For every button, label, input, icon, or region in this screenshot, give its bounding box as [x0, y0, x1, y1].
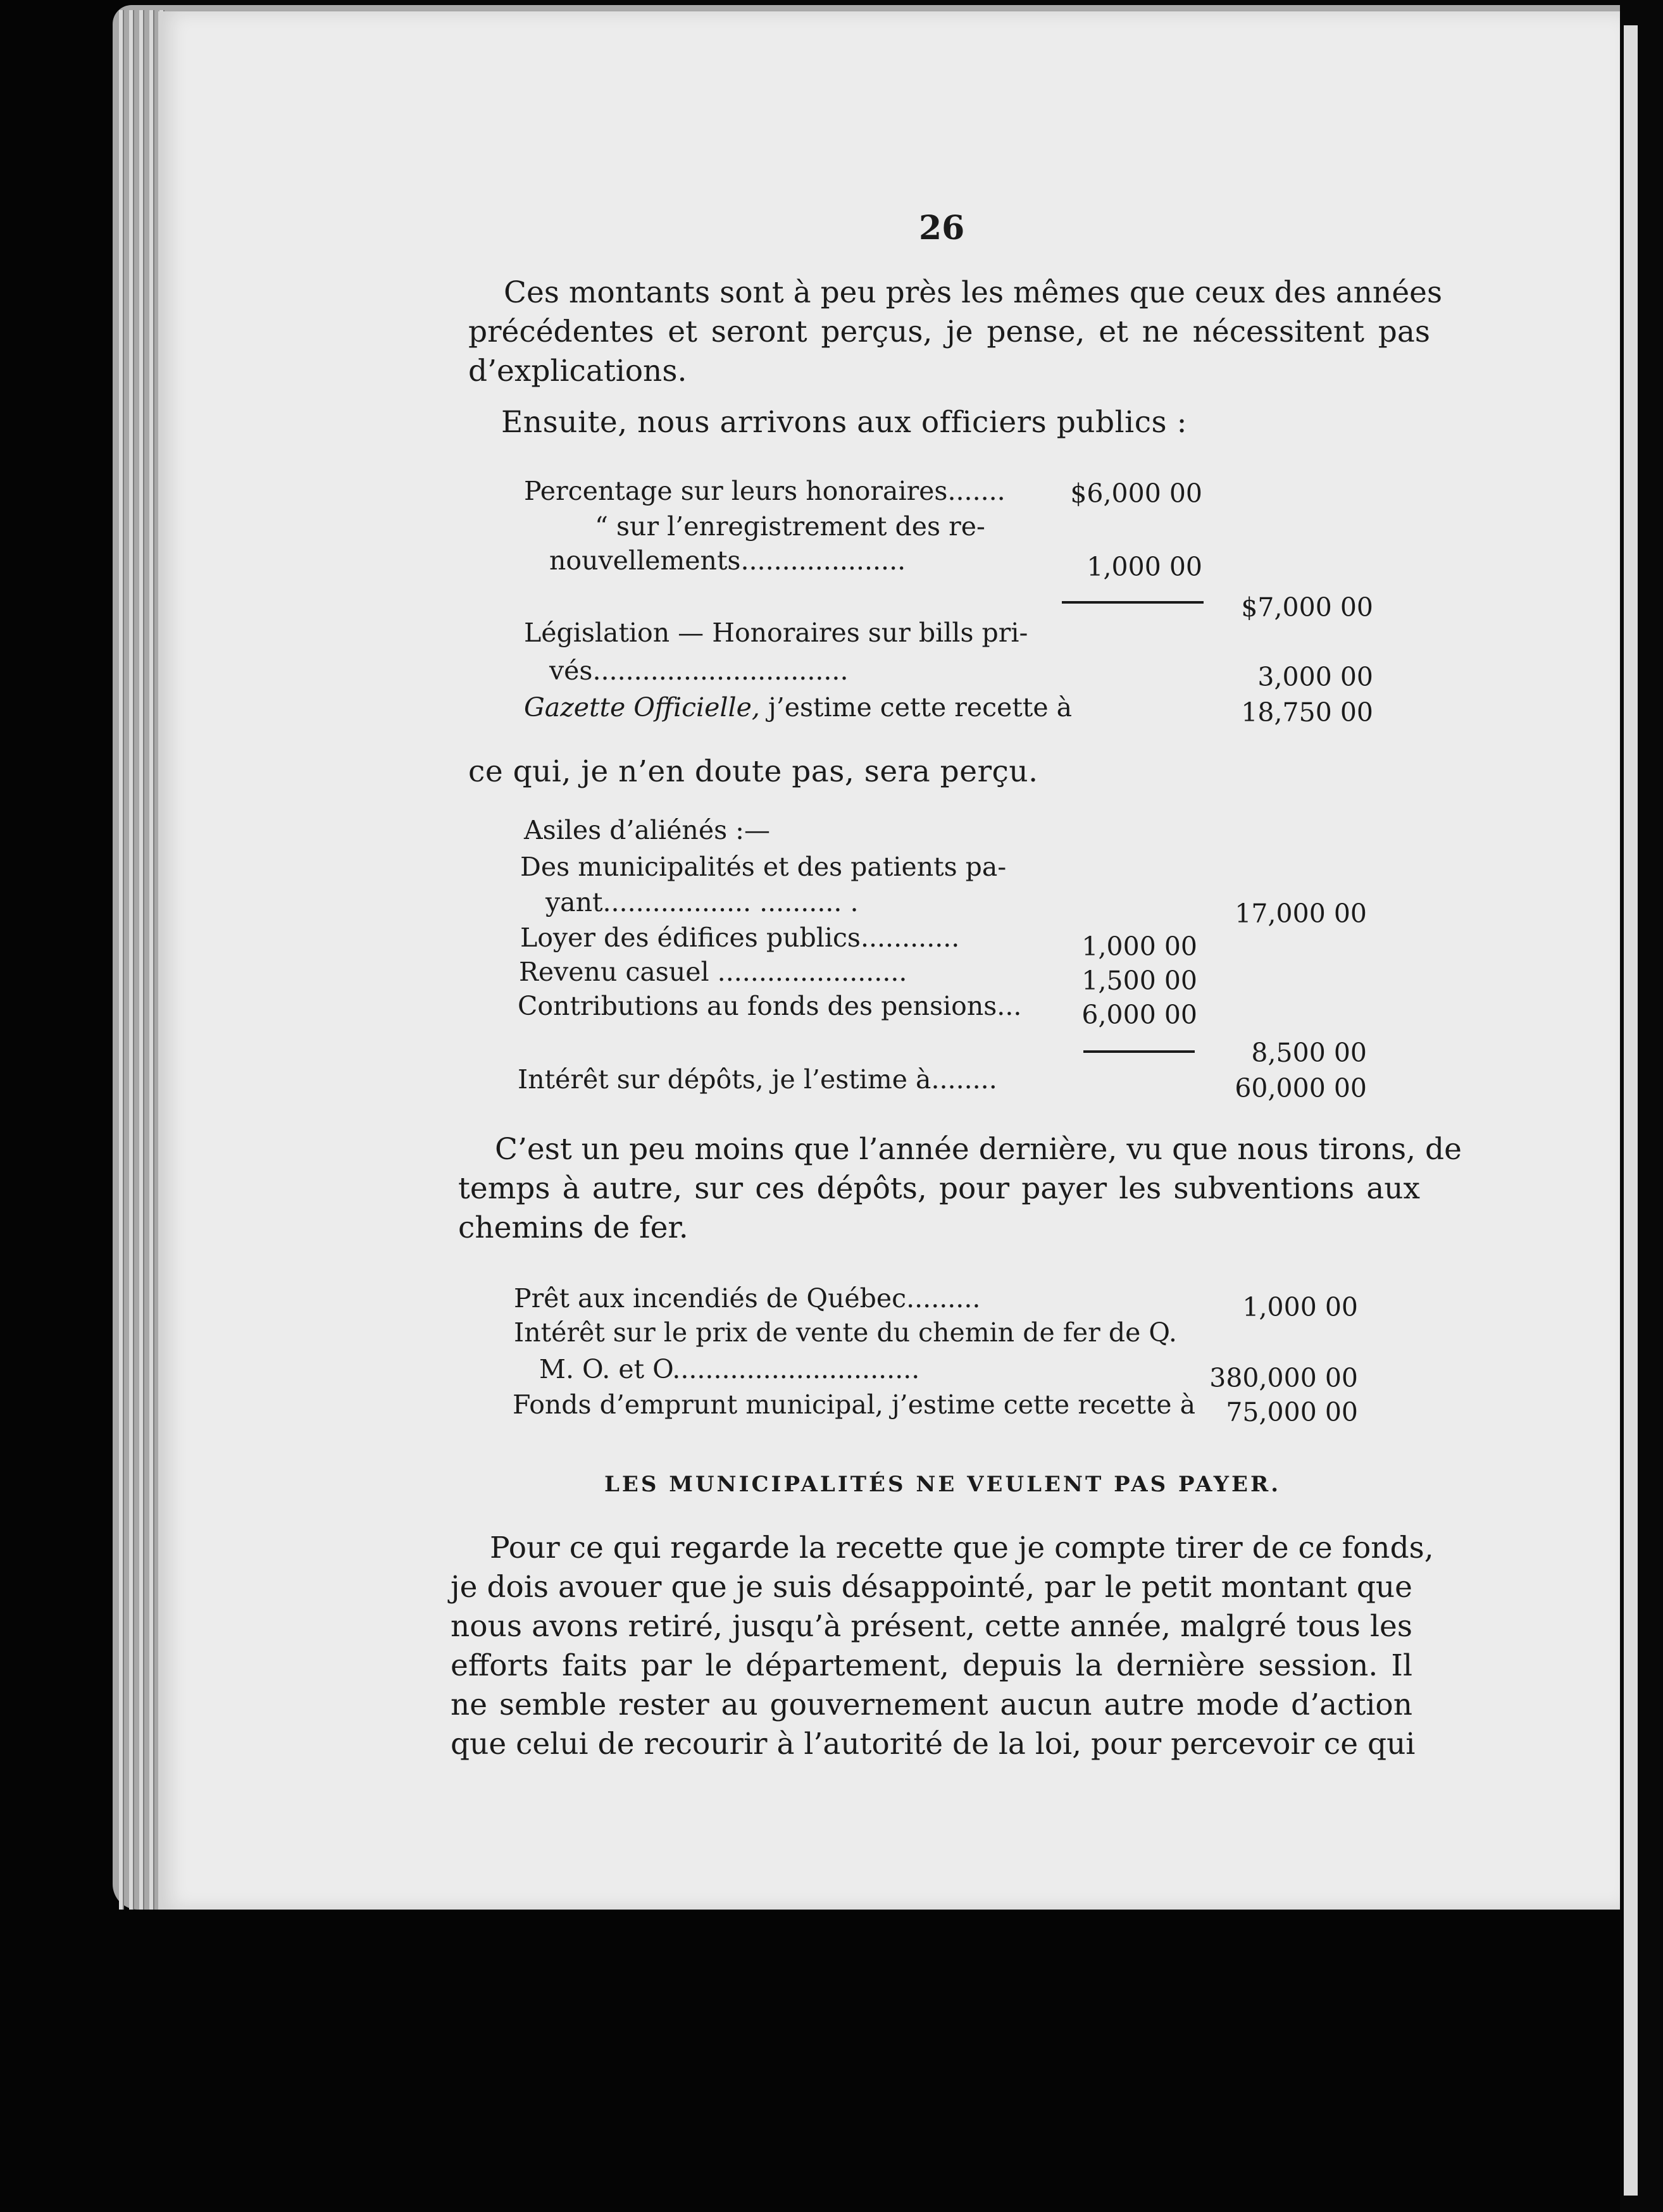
ledger-label: Intérêt sur dépôts, je l’estime à........: [518, 1064, 997, 1095]
ledger-amount: 6,000 00: [1081, 1000, 1197, 1030]
page-edge: [139, 10, 144, 1910]
paragraph-line: nous avons retiré, jusqu’à présent, cette année, malgré tous les: [451, 1609, 1412, 1644]
paragraph-line: que celui de recourir à l’autorité de la loi, pour percevoir ce qui: [451, 1727, 1416, 1762]
paragraph-line: temps à autre, sur ces dépôts, pour payer les subventions aux: [458, 1171, 1420, 1206]
subtotal-rule: [1083, 1050, 1195, 1053]
paragraph-line: efforts faits par le département, depuis la dernière session. Il: [451, 1648, 1412, 1683]
ledger-label: Législation — Honoraires sur bills pri-: [524, 618, 1028, 648]
page-edge: [119, 10, 124, 1910]
paragraph-line: Pour ce qui regarde la recette que je compte tirer de ce fonds,: [490, 1531, 1434, 1565]
ledger-label: Fonds d’emprunt municipal, j’estime cette recette à: [513, 1389, 1196, 1420]
page-number: 26: [919, 209, 965, 247]
paragraph-line: d’explications.: [468, 354, 687, 388]
ledger-total: 1,000 00: [1242, 1292, 1358, 1322]
subtotal-rule: [1062, 601, 1204, 604]
paragraph-line: ne semble rester au gouvernement aucun autre mode d’action: [451, 1687, 1412, 1722]
gazette-title: Gazette Officielle,: [524, 692, 760, 723]
page-edge: [129, 10, 134, 1910]
ledger-amount: 1,500 00: [1081, 966, 1197, 996]
ledger-label: “ sur l’enregistrement des re-: [595, 511, 985, 542]
ledger-label: Intérêt sur le prix de vente du chemin de fer de Q.: [514, 1317, 1177, 1348]
paragraph-line: précédentes et seront perçus, je pense, et ne nécessitent pas: [468, 314, 1430, 349]
ledger-amount: 1,000 00: [1081, 931, 1197, 962]
ledger-label: Loyer des édifices publics............: [520, 923, 960, 953]
paragraph-line: chemins de fer.: [458, 1210, 688, 1245]
ledger-total: 17,000 00: [1235, 898, 1367, 929]
ledger-amount: 1,000 00: [1087, 552, 1202, 582]
ledger-label: M. O. et O..............................: [539, 1354, 920, 1384]
ledger-total: 8,500 00: [1251, 1038, 1367, 1068]
ledger-total: $7,000 00: [1241, 592, 1373, 623]
ledger-label: Des municipalités et des patients pa-: [520, 852, 1007, 882]
ledger-total: 60,000 00: [1235, 1073, 1367, 1103]
paragraph-line: je dois avouer que je suis désappointé, par le petit montant que: [451, 1570, 1412, 1605]
ledger-label: vés...............................: [549, 656, 849, 686]
final-paragraph: [451, 1529, 1434, 1764]
ledger-label: Asiles d’aliénés :—: [524, 815, 770, 845]
ledger-label: nouvellements....................: [549, 545, 906, 576]
ledger-total: 380,000 00: [1209, 1363, 1358, 1393]
ledger-label: Revenu casuel .......................: [519, 957, 907, 987]
gazette-label-rest: j’estime cette recette à: [759, 692, 1073, 723]
depots-paragraph: [458, 1130, 1462, 1248]
intro-paragraph: [468, 273, 1443, 391]
ledger-total: 18,750 00: [1241, 697, 1373, 728]
ledger-label: Percentage sur leurs honoraires.......: [524, 476, 1006, 506]
ledger-label: [524, 692, 1072, 723]
facing-page-edge: [1620, 0, 1663, 2212]
ledger-label: Contributions au fonds des pensions...: [518, 991, 1022, 1021]
section-heading: LES MUNICIPALITÉS NE VEULENT PAS PAYER.: [604, 1472, 1281, 1497]
paragraph-line: C’est un peu moins que l’année dernière, vu que nous tirons, de: [495, 1132, 1462, 1167]
paragraph-line: Ces montants sont à peu près les mêmes que ceux des années: [504, 275, 1443, 310]
ledger-total: 75,000 00: [1226, 1397, 1358, 1427]
officiers-lead: Ensuite, nous arrivons aux officiers publics :: [501, 405, 1187, 440]
ledger-amount: $6,000 00: [1070, 478, 1202, 509]
ledger-label: yant.................. .......... .: [545, 887, 859, 917]
gazette-note: ce qui, je n’en doute pas, sera perçu.: [468, 754, 1038, 789]
ledger-label: Prêt aux incendiés de Québec.........: [514, 1283, 981, 1314]
page-edge: [149, 10, 154, 1910]
ledger-total: 3,000 00: [1257, 662, 1373, 692]
